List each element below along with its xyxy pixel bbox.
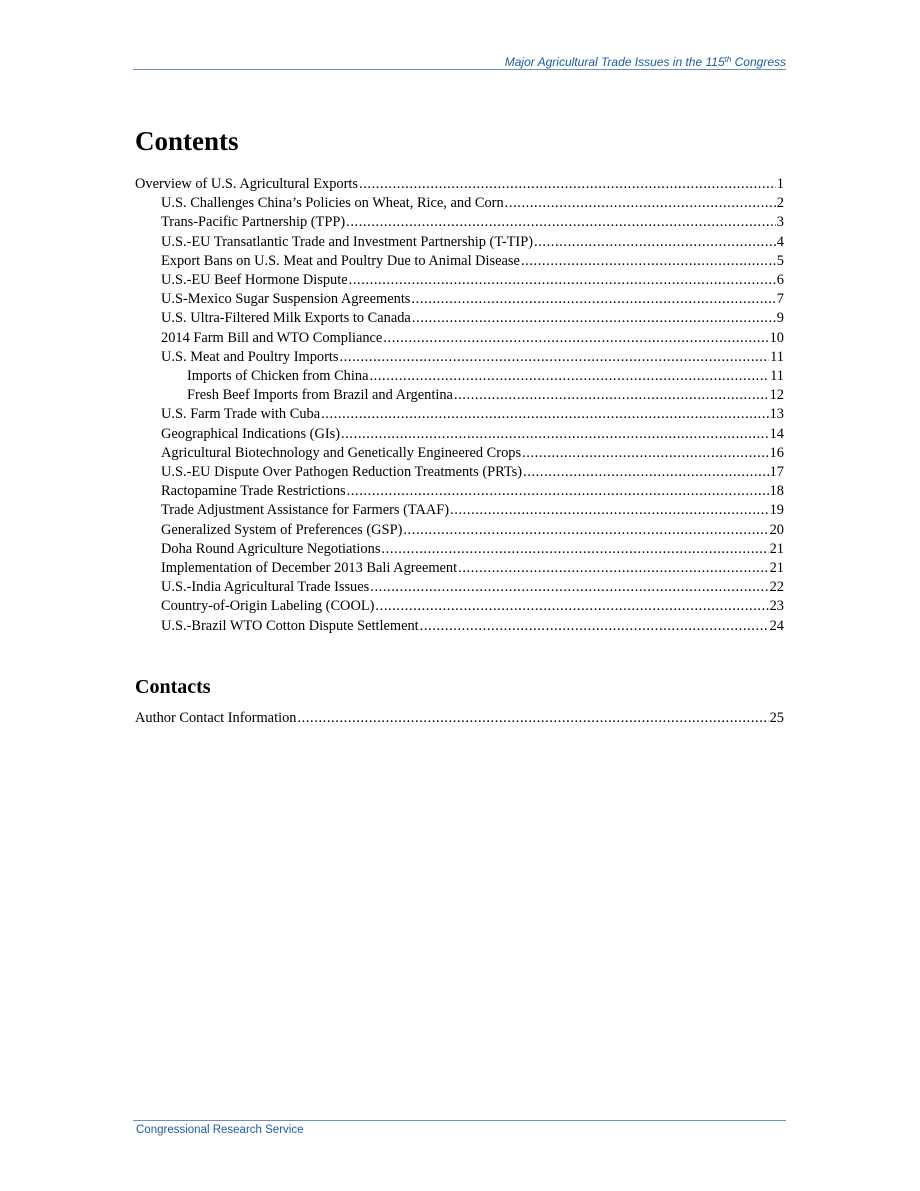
toc-entry[interactable] bbox=[135, 597, 784, 616]
toc-entry-title: 2014 Farm Bill and WTO Compliance bbox=[161, 329, 383, 346]
toc-entry[interactable] bbox=[135, 709, 784, 728]
toc-leader-dots bbox=[347, 482, 769, 501]
toc-entry-page-number: 4 bbox=[776, 233, 784, 250]
toc-entry[interactable] bbox=[135, 463, 784, 482]
toc-entry[interactable] bbox=[135, 233, 784, 252]
toc-entry-title: Agricultural Biotechnology and Genetically Engineered Crops bbox=[161, 444, 522, 461]
toc-entry-title: Trade Adjustment Assistance for Farmers (TAAF) bbox=[161, 502, 450, 519]
header-title-suffix: Congress bbox=[731, 55, 786, 69]
toc-entry-title: Ractopamine Trade Restrictions bbox=[161, 483, 346, 500]
toc-entry-page-number: 25 bbox=[769, 710, 784, 726]
toc-entry[interactable] bbox=[135, 309, 784, 328]
toc-entry-page-number: 12 bbox=[769, 387, 784, 404]
toc-entry-title: Country-of-Origin Labeling (COOL) bbox=[161, 598, 375, 615]
toc-entry[interactable] bbox=[135, 444, 784, 463]
toc-entry-title: U.S. Challenges China’s Policies on Wheat, Rice, and Corn bbox=[161, 195, 504, 212]
header-title-superscript: th bbox=[724, 55, 732, 64]
footer-rule bbox=[133, 1120, 786, 1121]
toc-entry[interactable] bbox=[135, 271, 784, 290]
toc-leader-dots bbox=[534, 233, 776, 252]
contacts-list bbox=[135, 709, 784, 728]
toc-entry-title: Generalized System of Preferences (GSP) bbox=[161, 521, 403, 538]
toc-leader-dots bbox=[321, 405, 769, 424]
toc-entry-title: Implementation of December 2013 Bali Agreement bbox=[161, 560, 458, 577]
toc-leader-dots bbox=[375, 597, 768, 616]
toc-entry-title: U.S. Farm Trade with Cuba bbox=[161, 406, 321, 423]
toc-entry-title: Author Contact Information bbox=[135, 710, 297, 726]
toc-entry-page-number: 3 bbox=[776, 214, 784, 231]
toc-leader-dots bbox=[346, 213, 776, 232]
toc-leader-dots bbox=[383, 329, 768, 348]
toc-leader-dots bbox=[381, 540, 768, 559]
toc-entry[interactable] bbox=[135, 194, 784, 213]
toc-entry-title: Trans-Pacific Partnership (TPP) bbox=[161, 214, 346, 231]
toc-leader-dots bbox=[420, 617, 769, 636]
toc-entry[interactable] bbox=[135, 213, 784, 232]
toc-entry-title: U.S. Ultra-Filtered Milk Exports to Canada bbox=[161, 310, 411, 327]
toc-entry[interactable] bbox=[135, 348, 784, 367]
toc-entry-page-number: 6 bbox=[776, 272, 784, 289]
toc-leader-dots bbox=[522, 444, 769, 463]
toc-entry[interactable] bbox=[135, 290, 784, 309]
toc-entry-title: U.S.-India Agricultural Trade Issues bbox=[161, 579, 370, 596]
toc-entry[interactable] bbox=[135, 425, 784, 444]
header-rule bbox=[133, 69, 786, 70]
toc-leader-dots bbox=[339, 348, 769, 367]
toc-entry-title: Export Bans on U.S. Meat and Poultry Due to Animal Disease bbox=[161, 252, 520, 269]
toc-entry-page-number: 23 bbox=[769, 598, 784, 615]
toc-entry-title: U.S.-EU Transatlantic Trade and Investment Partnership (T-TIP) bbox=[161, 233, 533, 250]
header-title-prefix: Major Agricultural Trade Issues in the 115 bbox=[504, 55, 725, 69]
toc-entry-page-number: 21 bbox=[769, 560, 784, 577]
toc-entry-page-number: 14 bbox=[769, 425, 784, 442]
toc-entry-title: Geographical Indications (GIs) bbox=[161, 425, 341, 442]
toc-leader-dots bbox=[505, 194, 776, 213]
toc-leader-dots bbox=[523, 463, 769, 482]
contents-heading: Contents bbox=[135, 126, 239, 156]
toc-entry-page-number: 1 bbox=[776, 176, 784, 192]
toc-leader-dots bbox=[454, 386, 769, 405]
toc-entry[interactable] bbox=[135, 386, 784, 405]
toc-entry-page-number: 2 bbox=[776, 195, 784, 212]
toc-entry-page-number: 13 bbox=[769, 406, 784, 423]
toc-entry-page-number: 9 bbox=[776, 310, 784, 327]
toc-entry-page-number: 18 bbox=[769, 483, 784, 500]
toc-entry[interactable] bbox=[135, 482, 784, 501]
toc-entry[interactable] bbox=[135, 252, 784, 271]
contents-list bbox=[135, 175, 784, 636]
toc-entry[interactable] bbox=[135, 540, 784, 559]
toc-entry-page-number: 10 bbox=[769, 329, 784, 346]
toc-entry[interactable] bbox=[135, 578, 784, 597]
toc-leader-dots bbox=[403, 521, 768, 540]
toc-entry-title: U.S. Meat and Poultry Imports bbox=[161, 348, 339, 365]
toc-entry-page-number: 20 bbox=[769, 521, 784, 538]
toc-entry[interactable] bbox=[135, 329, 784, 348]
toc-entry-title: U.S.-EU Beef Hormone Dispute bbox=[161, 272, 348, 289]
toc-entry-page-number: 7 bbox=[776, 291, 784, 308]
running-header bbox=[133, 54, 786, 70]
toc-entry-title: U.S.-Brazil WTO Cotton Dispute Settlement bbox=[161, 617, 419, 634]
toc-leader-dots bbox=[450, 501, 769, 520]
toc-leader-dots bbox=[411, 290, 775, 309]
toc-entry[interactable] bbox=[135, 617, 784, 636]
toc-leader-dots bbox=[349, 271, 776, 290]
toc-entry[interactable] bbox=[135, 175, 784, 194]
toc-entry[interactable] bbox=[135, 521, 784, 540]
toc-leader-dots bbox=[369, 367, 769, 386]
contacts-heading: Contacts bbox=[135, 676, 211, 698]
toc-entry-page-number: 24 bbox=[769, 617, 784, 634]
toc-entry-title: U.S.-EU Dispute Over Pathogen Reduction Treatments (PRTs) bbox=[161, 464, 523, 481]
footer-publisher: Congressional Research Service bbox=[136, 1124, 304, 1136]
toc-leader-dots bbox=[297, 709, 768, 728]
toc-entry-page-number: 11 bbox=[770, 368, 784, 385]
toc-entry-title: Doha Round Agriculture Negotiations bbox=[161, 540, 381, 557]
toc-entry-page-number: 5 bbox=[776, 252, 784, 269]
toc-entry-page-number: 21 bbox=[769, 540, 784, 557]
toc-entry-page-number: 22 bbox=[769, 579, 784, 596]
toc-leader-dots bbox=[370, 578, 768, 597]
toc-leader-dots bbox=[359, 175, 776, 194]
toc-leader-dots bbox=[458, 559, 768, 578]
toc-entry-page-number: 17 bbox=[769, 464, 784, 481]
toc-entry[interactable] bbox=[135, 501, 784, 520]
toc-entry-page-number: 11 bbox=[770, 348, 784, 365]
toc-leader-dots bbox=[521, 252, 776, 271]
toc-entry[interactable] bbox=[135, 559, 784, 578]
toc-entry-page-number: 16 bbox=[769, 444, 784, 461]
toc-entry-title: Overview of U.S. Agricultural Exports bbox=[135, 176, 359, 192]
toc-entry-title: Fresh Beef Imports from Brazil and Argentina bbox=[187, 387, 453, 404]
toc-leader-dots bbox=[412, 309, 776, 328]
toc-entry-title: U.S-Mexico Sugar Suspension Agreements bbox=[161, 291, 411, 308]
toc-entry-page-number: 19 bbox=[769, 502, 784, 519]
toc-entry[interactable] bbox=[135, 367, 784, 386]
toc-entry[interactable] bbox=[135, 405, 784, 424]
toc-leader-dots bbox=[341, 425, 769, 444]
toc-entry-title: Imports of Chicken from China bbox=[187, 368, 369, 385]
